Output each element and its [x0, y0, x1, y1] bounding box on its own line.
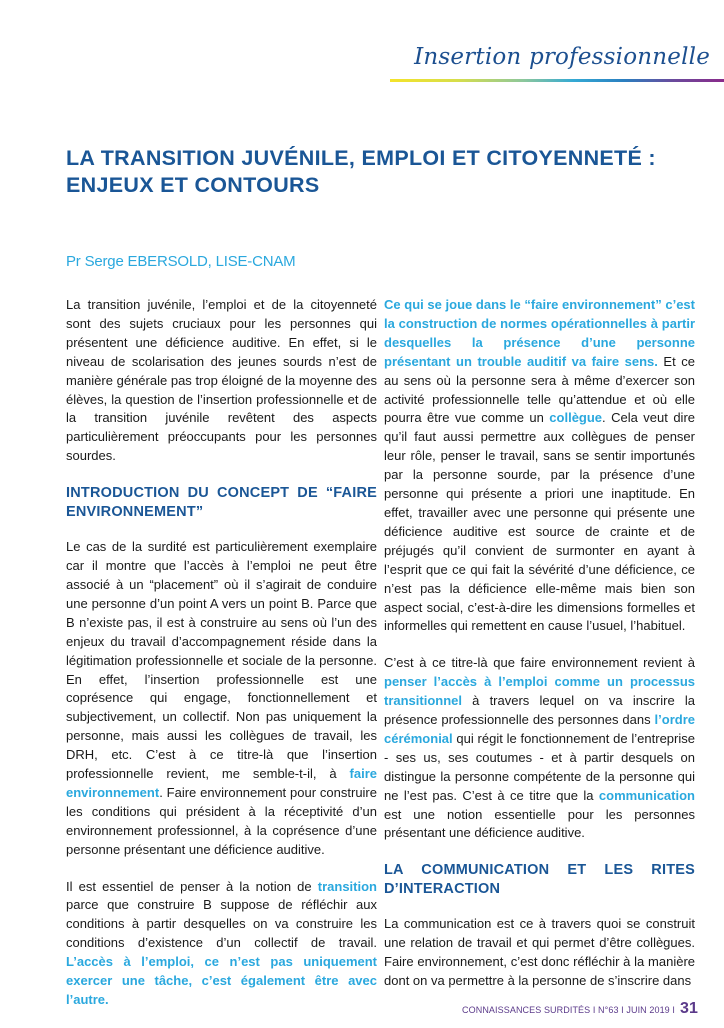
paragraph: [384, 296, 695, 636]
text: parce que construire B suppose de réfléchir aux conditions à partir desquelles on va construire les conditions d’existence d’un collectif de travail.: [66, 897, 377, 951]
text: . Faire environnement pour construire les conditions qui président à la réceptivité d’un environnement professionnel, à la coprésence d’une personne présentant une déficience auditive.: [66, 784, 377, 857]
header-rainbow-rule: [390, 79, 724, 82]
highlight-text: L’accès à l’emploi, ce n’est pas uniquement exercer une tâche, c’est également être avec l’autre.: [66, 954, 377, 1007]
right-column: [384, 296, 695, 1009]
page-footer: [462, 1000, 698, 1018]
text: à travers lequel on va inscrire la présence professionnelle des personnes dans: [384, 693, 695, 728]
paragraph: [66, 878, 377, 1010]
text: C’est à ce titre-là que faire environnement revient à: [384, 655, 695, 671]
paragraph: La transition juvénile, l’emploi et de la citoyenneté sont des sujets cruciaux pour les personnes qui présentent une déficience auditive. En effet, si le niveau de scolarisation des jeunes sourds n’est de manière générale pas trop éloigné de la moyenne des élèves, la question de l’insertion professionnelle et de la transition juvénile revêtent des aspects particulièrement préoccupants pour les personnes sourdes.: [66, 297, 377, 464]
page-number: 31: [680, 1000, 698, 1017]
text: Il est essentiel de penser à la notion de: [66, 878, 318, 894]
text: Et ce au sens où la personne sera à même d’exercer son activité professionnelle telle qu’attendue et où elle pourra être vue comme un: [384, 353, 695, 426]
paragraph: La communication est ce à travers quoi se construit une relation de travail et qui permet d’être collègues. Faire environnement, c’est donc réfléchir à la manière dont on va permettre à la personne de s’inscrire dans: [384, 916, 695, 989]
subheading-faire-environnement: INTRODUCTION DU CONCEPT DE “FAIRE ENVIRONNEMENT”: [66, 485, 377, 521]
text: Le cas de la surdité est particulièrement exemplaire car il montre que l’accès à l’emploi ne peut être associé à un “placement” où il s’agirait de conduire une personne d’un point A vers un point B. Parce que B n’existe pas, il est à construire au sens où l’un des enjeux du travail d’accompagnement réside dans la légitimation professionnelle et sociale de la personne. En effet, l’insertion professionnelle est une coprésence qui engage, fonctionnellement et subjectivement, un collectif. Non pas uniquement la personne, mais aussi les collègues de travail, les DRH, etc. C’est à ce titre-là que l’insertion professionnelle revient, me semble-t-il, à: [66, 539, 377, 782]
highlight-text: communication: [598, 787, 695, 803]
text: . Cela veut dire qu’il faut aussi permettre aux collègues de penser leur rôle, penser le travail, sans se sentir importunés par la personne sourde, par la présence d’une personne qui présente a priori une inaptitude. En effet, travailler avec une personne qui présente une déficience auditive est source de crainte et de préjugés qu’il convient de surmonter en ayant à l’esprit que ce qui fait la sévérité d’une déficience, ce n’est pas la déficience elle-même mais bien son aspect social, c’est-à-dire les dimensions formelles et informelles qui remettent en cause l’usuel, l’habituel.: [384, 410, 696, 634]
highlight-text: l’ordre cérémonial: [384, 712, 695, 746]
paragraph: [66, 538, 377, 859]
paragraph: [384, 654, 695, 843]
left-column: [66, 296, 377, 1028]
subheading-communication: LA COMMUNICATION ET LES RITES D’INTERACTION: [384, 862, 695, 898]
highlight-text: faire environnement: [66, 766, 377, 800]
footer-publication: CONNAISSANCES SURDITÉS I N°63 I JUIN 2019 I: [462, 1005, 675, 1015]
highlight-text: transition: [317, 878, 377, 894]
text: est une notion essentielle pour les personnes présentant une déficience auditive.: [384, 806, 695, 841]
section-header: Insertion professionnelle: [414, 44, 710, 70]
article-author: Pr Serge EBERSOLD, LISE-CNAM: [66, 253, 296, 270]
highlight-text: penser l’accès à l’emploi comme un processus transitionnel: [384, 674, 695, 709]
highlight-text: collègue: [549, 410, 603, 426]
text: qui régit le fonctionnement de l’entreprise - ses us, ses coutumes - et à partir desquels on distingue la personne compétente de la personne qui ne l’est pas. C’est à ce titre que la: [384, 730, 695, 803]
article-title: LA TRANSITION JUVÉNILE, EMPLOI ET CITOYENNETÉ : ENJEUX ET CONTOURS: [66, 146, 656, 197]
highlight-text: Ce qui se joue dans le “faire environnement” c’est la construction de normes opérationnelles à partir desquelles la présence d’une personne présentant un trouble auditif va faire sens.: [384, 297, 695, 369]
